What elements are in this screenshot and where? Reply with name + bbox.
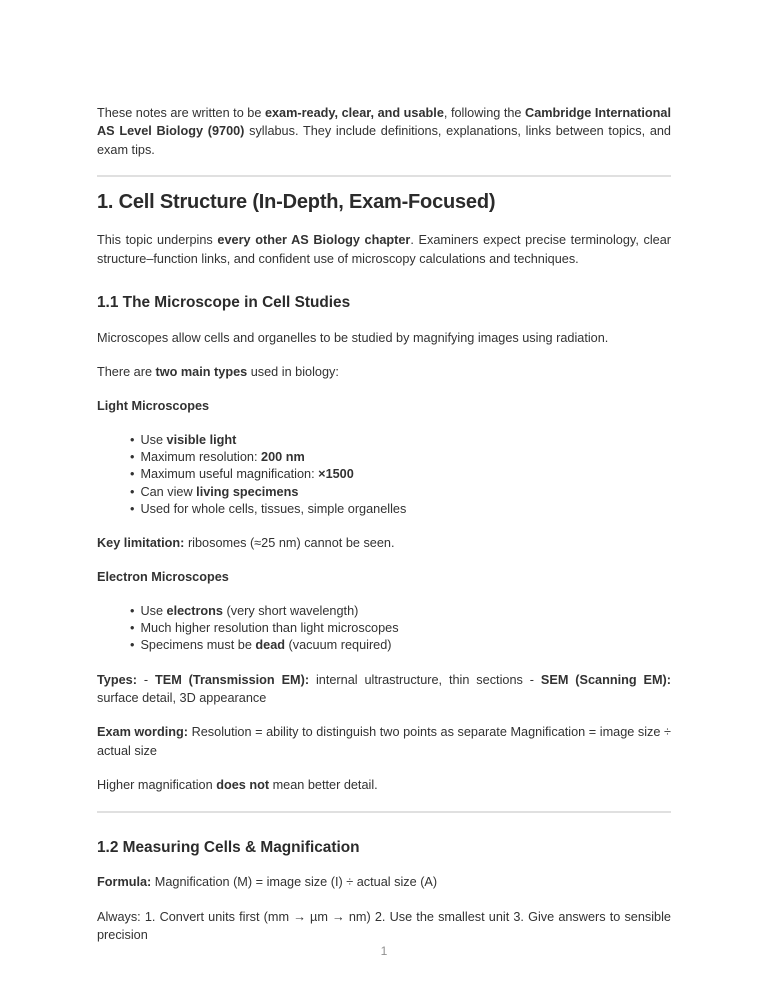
text: 1.2 Measuring Cells & Magnification (97, 838, 360, 856)
bold-text: 200 nm (261, 450, 305, 464)
bold-text: living specimens (196, 484, 299, 499)
light-microscope-list (97, 432, 671, 518)
bold-text: Types: (97, 672, 137, 687)
text: Much higher resolution than light microscopes (140, 621, 399, 636)
text: Microscopes allow cells and organelles to be studied by magnifying images using radiation. (97, 330, 609, 345)
section-1-1-heading (97, 294, 671, 312)
list-item (130, 484, 671, 501)
text: (very short wavelength) (222, 603, 359, 618)
microscopes-paragraph (97, 329, 671, 347)
divider-middle (97, 811, 671, 813)
text: , following the (443, 106, 526, 120)
text: ribosomes (≈25 nm) cannot be seen. (184, 536, 395, 551)
electron-microscope-list (97, 603, 671, 655)
bold-text: Key limitation: (97, 536, 185, 551)
chapter-heading (97, 191, 671, 214)
bold-text: Cambridge International AS Level Biology (9700) (97, 106, 671, 139)
divider-top (97, 175, 671, 177)
text: Resolution = ability to distinguish two points as separate Magnification = image size ÷ actual size (97, 725, 671, 758)
bold-text: two main types (155, 364, 248, 379)
always-paragraph (97, 908, 671, 945)
text: There are (97, 364, 156, 379)
exam-wording-paragraph (97, 723, 671, 760)
bold-text: electrons (166, 603, 223, 618)
two-main-types-paragraph (97, 363, 671, 381)
bold-text: ×1500 (318, 467, 354, 482)
text: 1.1 The Microscope in Cell Studies (97, 294, 351, 312)
list-item (130, 449, 671, 466)
text: . Examiners expect precise terminology, clear structure–function links, and confident use of microscopy calculations and techniques. (97, 233, 671, 266)
bold-text: Formula: (97, 875, 152, 890)
higher-magnification-paragraph (97, 776, 671, 794)
text: Use (140, 603, 167, 618)
bold-text: TEM (Transmission EM): (154, 672, 310, 687)
bold-text: does not (216, 778, 270, 793)
types-paragraph (97, 671, 671, 708)
bold-text: SEM (Scanning EM): (540, 672, 671, 687)
text: (vacuum required) (285, 638, 392, 653)
bold-text: visible light (166, 432, 237, 447)
light-microscopes-label (97, 397, 671, 415)
list-item (130, 620, 671, 637)
text: - (136, 672, 155, 687)
list-item (130, 432, 671, 449)
electron-microscopes-label (97, 568, 671, 586)
text: These notes are written to be (97, 106, 265, 120)
text: Higher magnification (97, 778, 217, 793)
text: used in biology: (247, 364, 339, 379)
page-footer (0, 944, 768, 958)
text: mean better detail. (269, 778, 378, 793)
bold-text: Electron Microscopes (97, 570, 229, 585)
text: Use (140, 432, 167, 447)
formula-paragraph (97, 873, 671, 891)
text: Maximum resolution: (140, 450, 262, 464)
text: Magnification (M) = image size (I) ÷ actual size (A) (151, 875, 438, 890)
text: Used for whole cells, tissues, simple organelles (140, 501, 407, 516)
bold-text: exam-ready, clear, and usable (264, 106, 444, 120)
section-1-2-heading (97, 839, 671, 857)
bold-text: dead (255, 638, 286, 653)
bold-text: every other AS Biology chapter (217, 233, 411, 248)
bold-text: Light Microscopes (97, 399, 210, 414)
chapter-intro-paragraph (97, 231, 671, 268)
page-number: 1 (380, 944, 388, 958)
text: 1. Cell Structure (In-Depth, Exam-Focused) (97, 191, 496, 214)
bold-text: Exam wording: (97, 725, 188, 740)
key-limitation-paragraph (97, 534, 671, 552)
text: Always: 1. Convert units first (mm → µm → nm) 2. Use the smallest unit 3. Give answers to sensible precision (97, 909, 671, 942)
list-item (130, 637, 671, 654)
text: syllabus. They include definitions, explanations, links between topics, and exam tips. (97, 124, 671, 157)
text: surface detail, 3D appearance (97, 691, 267, 706)
text: internal ultrastructure, thin sections - (309, 672, 541, 687)
text: Can view (140, 484, 197, 499)
text: This topic underpins (97, 233, 218, 248)
list-item (130, 466, 671, 483)
text: Maximum useful magnification: (140, 467, 319, 482)
list-item (130, 603, 671, 620)
intro-paragraph (97, 104, 671, 159)
text: Specimens must be (140, 638, 256, 653)
list-item (130, 501, 671, 518)
